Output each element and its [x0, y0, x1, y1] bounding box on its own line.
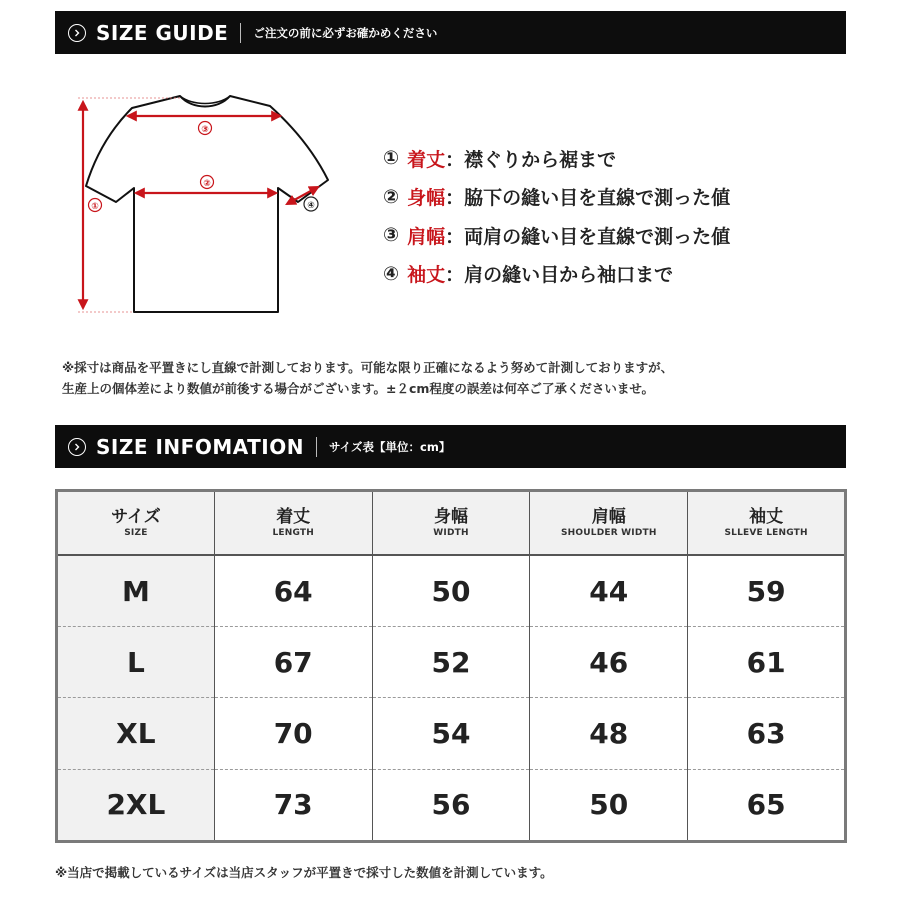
size-guide-header: [55, 11, 846, 54]
marker-4: [304, 197, 318, 211]
size-info-header: [55, 425, 846, 468]
size-info-subtitle: サイズ表【単位：cm】: [328, 439, 451, 454]
header-divider: [316, 437, 317, 457]
size-cell: XL: [57, 698, 215, 769]
size-cell: 2XL: [57, 769, 215, 841]
sleeve-cell: 59: [688, 555, 846, 627]
legend-item-shoulder: ③ 肩幅 ：両肩の縫い目を直線で測った値: [383, 224, 731, 248]
legend-item-length: ① 着丈 ：襟ぐりから裾まで: [383, 147, 617, 171]
header-width: 身幅 WIDTH: [372, 491, 530, 556]
width-cell: 50: [372, 555, 530, 627]
svg-text:④: ④: [307, 201, 315, 211]
sleeve-cell: 61: [688, 627, 846, 698]
size-table: [55, 489, 847, 843]
marker-1: [89, 199, 102, 213]
header-divider: [240, 23, 241, 43]
size-cell: L: [57, 627, 215, 698]
marker-2: [201, 176, 214, 190]
shoulder-cell: 46: [530, 627, 688, 698]
size-guide-title: SIZE GUIDE: [96, 20, 229, 45]
table-row: [57, 769, 846, 841]
table-row: [57, 555, 846, 627]
table-row: [57, 627, 846, 698]
size-guide-subtitle: ご注文の前に必ずお確かめください: [253, 25, 438, 40]
tshirt-measurement-diagram: [70, 90, 340, 320]
marker-3: [199, 122, 212, 136]
header-sleeve: 袖丈 SLLEVE LENGTH: [688, 491, 846, 556]
table-header-row: [57, 491, 846, 556]
header-length: 着丈 LENGTH: [214, 491, 372, 556]
width-cell: 56: [372, 769, 530, 841]
sleeve-cell: 63: [688, 698, 846, 769]
shoulder-cell: 50: [530, 769, 688, 841]
length-cell: 73: [214, 769, 372, 841]
chevron-right-circle-icon: [68, 438, 86, 456]
table-row: [57, 698, 846, 769]
shoulder-cell: 48: [530, 698, 688, 769]
store-note: ※当店で掲載しているサイズは当店スタッフが平置きで採寸した数値を計測しています。: [55, 865, 553, 880]
chevron-right-circle-icon: [68, 24, 86, 42]
svg-text:③: ③: [201, 125, 209, 135]
width-cell: 54: [372, 698, 530, 769]
size-cell: M: [57, 555, 215, 627]
sleeve-cell: 65: [746, 788, 786, 822]
width-cell: 52: [372, 627, 530, 698]
length-cell: 70: [214, 698, 372, 769]
size-info-title: SIZE INFOMATION: [96, 434, 304, 459]
legend-item-sleeve: ④ 袖丈 ：肩の縫い目から袖口まで: [383, 262, 674, 287]
measurement-note: ※採寸は商品を平置きにし直線で計測しております。可能な限り正確になるよう努めて計測しておりますが、 生産上の個体差により数値が前後する場合がございます。±２cm程度の誤差は何卒ご了承くださいませ。: [62, 360, 674, 396]
length-cell: 67: [214, 627, 372, 698]
header-size: サイズ SIZE: [57, 491, 215, 556]
legend-item-width: ② 身幅 ：脇下の縫い目を直線で測った値: [383, 185, 731, 210]
svg-text:②: ②: [203, 179, 211, 189]
shoulder-cell: 44: [530, 555, 688, 627]
svg-text:①: ①: [91, 202, 99, 212]
header-shoulder: 肩幅 SHOULDER WIDTH: [530, 491, 688, 556]
length-cell: 64: [214, 555, 372, 627]
measurement-legend: [383, 139, 730, 293]
